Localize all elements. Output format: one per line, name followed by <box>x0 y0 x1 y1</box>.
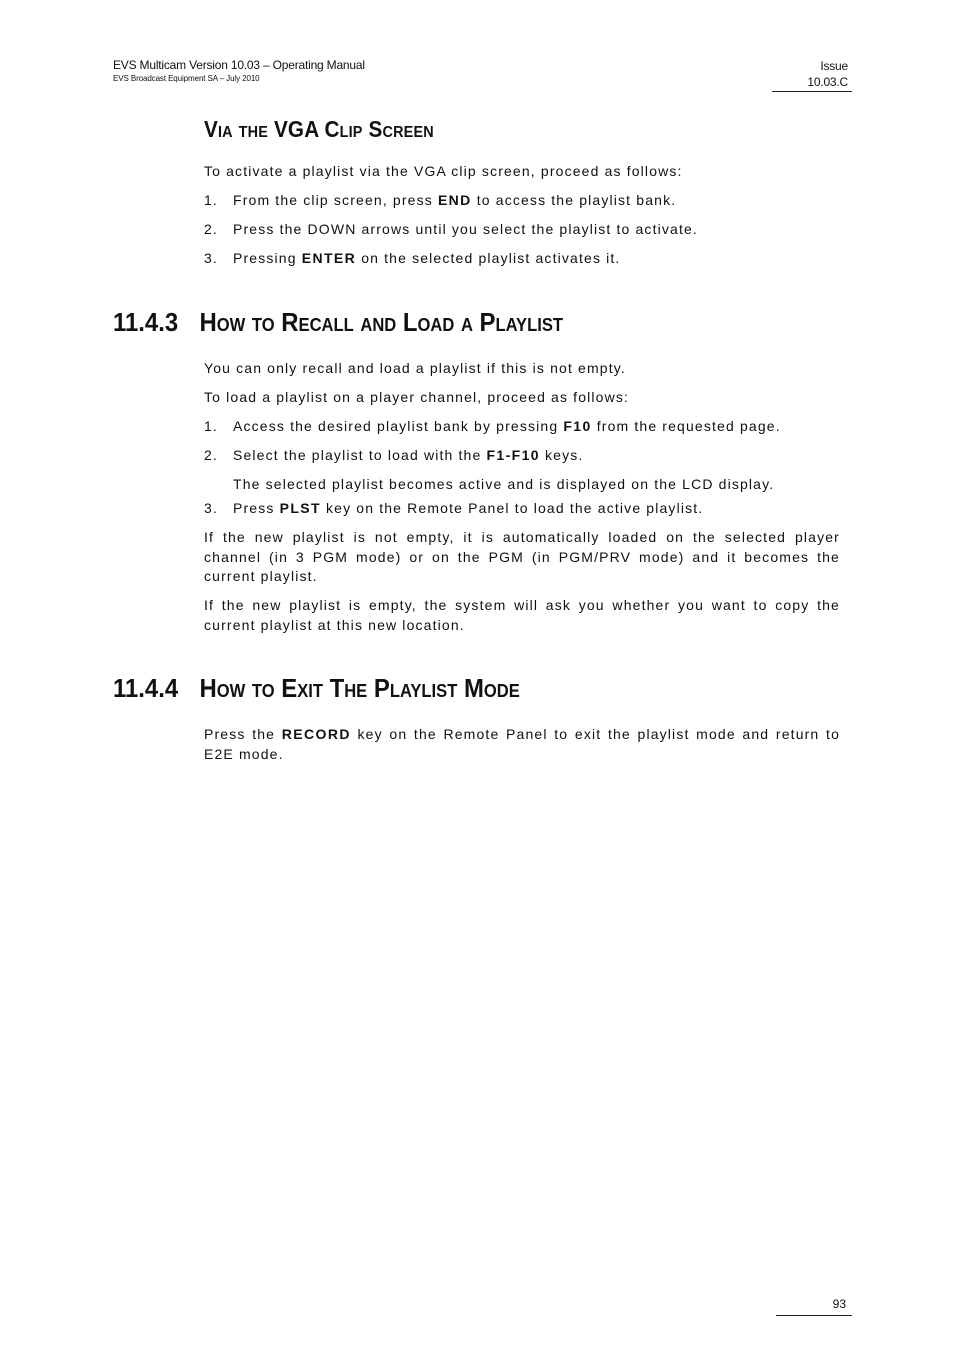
section-11-4-3-step-2: 2. Select the playlist to load with the F1-F10 keys. <box>204 447 584 463</box>
section-11-4-3-p2: To load a playlist on a player channel, proceed as follows: <box>204 389 630 405</box>
section-11-4-4-heading: 11.4.4 How to Exit The Playlist Mode <box>113 673 520 703</box>
page-header <box>113 58 365 84</box>
document-publisher: EVS Broadcast Equipment SA – July 2010 <box>113 74 260 83</box>
vga-step-2: 2. Press the DOWN arrows until you select the playlist to activate. <box>204 221 698 237</box>
section-11-4-4-body: Press the RECORD key on the Remote Panel to exit the playlist mode and return to E2E mode. <box>204 726 841 762</box>
issue-label: Issue <box>820 59 848 73</box>
vga-intro: To activate a playlist via the VGA clip screen, proceed as follows: <box>204 163 683 179</box>
vga-step-1: 1. From the clip screen, press END to access the playlist bank. <box>204 192 677 208</box>
section-11-4-3-p4: If the new playlist is empty, the system will ask you whether you want to copy the current playlist at this new location. <box>204 597 840 633</box>
section-11-4-3-step-3: 3. Press PLST key on the Remote Panel to load the active playlist. <box>204 500 704 516</box>
vga-subheading: Via the VGA Clip Screen <box>204 116 434 142</box>
section-11-4-3-p1: You can only recall and load a playlist if this is not empty. <box>204 360 626 376</box>
page-number: 93 <box>832 1297 846 1311</box>
section-11-4-3-p3: If the new playlist is not empty, it is automatically loaded on the selected player channel (in 3 PGM mode) or on the PGM (in PGM/PRV mode) and it becomes the current playlist. <box>204 529 840 584</box>
page-footer <box>776 1295 852 1316</box>
section-11-4-3-step-2-note: The selected playlist becomes active and is displayed on the LCD display. <box>233 476 775 492</box>
issue-value: 10.03.C <box>807 75 848 89</box>
issue-box <box>772 58 852 92</box>
section-11-4-3-heading: 11.4.3 How to Recall and Load a Playlist <box>113 307 563 337</box>
vga-step-3: 3. Pressing ENTER on the selected playlist activates it. <box>204 250 621 266</box>
section-11-4-3-step-1: 1. Access the desired playlist bank by pressing F10 from the requested page. <box>204 418 781 434</box>
document-title: EVS Multicam Version 10.03 – Operating Manual <box>113 58 365 72</box>
